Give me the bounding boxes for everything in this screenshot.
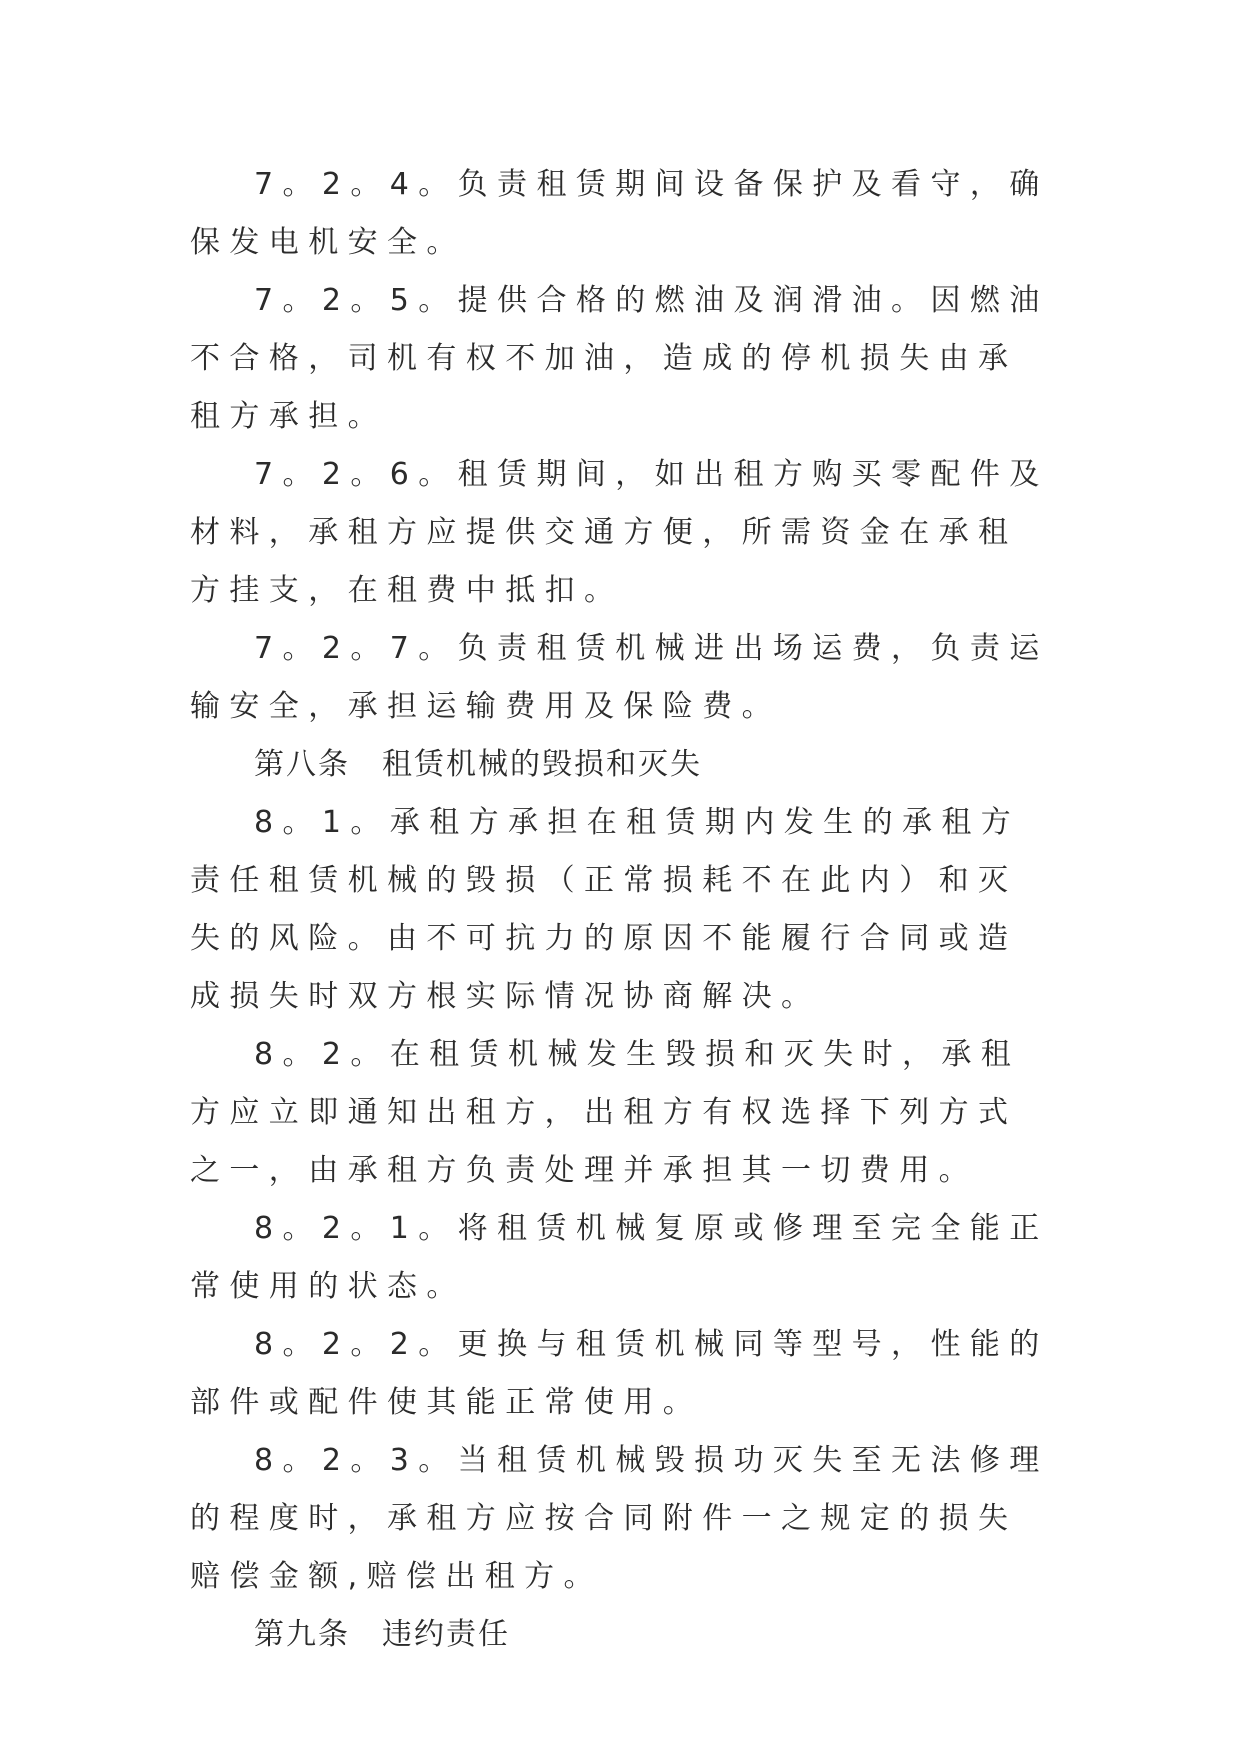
clause-7-2-5: 7。2。5。提供合格的燃油及润滑油。因燃油不合格，司机有权不加油，造成的停机损失由承租方承担。 <box>190 283 1049 434</box>
clause-8-2-1: 8。2。1。将租赁机械复原或修理至完全能正常使用的状态。 <box>190 1211 1049 1304</box>
clause-7-2-6: 7。2。6。租赁期间，如出租方购买零配件及材料，承租方应提供交通方便，所需资金在承租方挂支，在租费中抵扣。 <box>190 457 1049 608</box>
document-body <box>190 156 1050 1664</box>
article-8-heading: 第八条 租赁机械的毁损和灭失 <box>254 747 702 782</box>
clause-8-1: 8。1。承租方承担在租赁期内发生的承租方责任租赁机械的毁损（正常损耗不在此内）和灭失的风险。由不可抗力的原因不能履行合同或造成损失时双方根实际情况协商解决。 <box>190 805 1021 1014</box>
clause-7-2-4: 7。2。4。负责租赁期间设备保护及看守，确保发电机安全。 <box>190 167 1049 260</box>
clause-8-2: 8。2。在租赁机械发生毁损和灭失时，承租方应立即通知出租方，出租方有权选择下列方式之一，由承租方负责处理并承担其一切费用。 <box>190 1037 1021 1188</box>
article-9-heading: 第九条 违约责任 <box>254 1617 510 1652</box>
clause-7-2-7: 7。2。7。负责租赁机械进出场运费，负责运输安全，承担运输费用及保险费。 <box>190 631 1049 724</box>
clause-8-2-2: 8。2。2。更换与租赁机械同等型号，性能的部件或配件使其能正常使用。 <box>190 1327 1049 1420</box>
clause-8-2-3: 8。2。3。当租赁机械毁损功灭失至无法修理的程度时，承租方应按合同附件一之规定的损失赔偿金额,赔偿出租方。 <box>190 1443 1049 1594</box>
